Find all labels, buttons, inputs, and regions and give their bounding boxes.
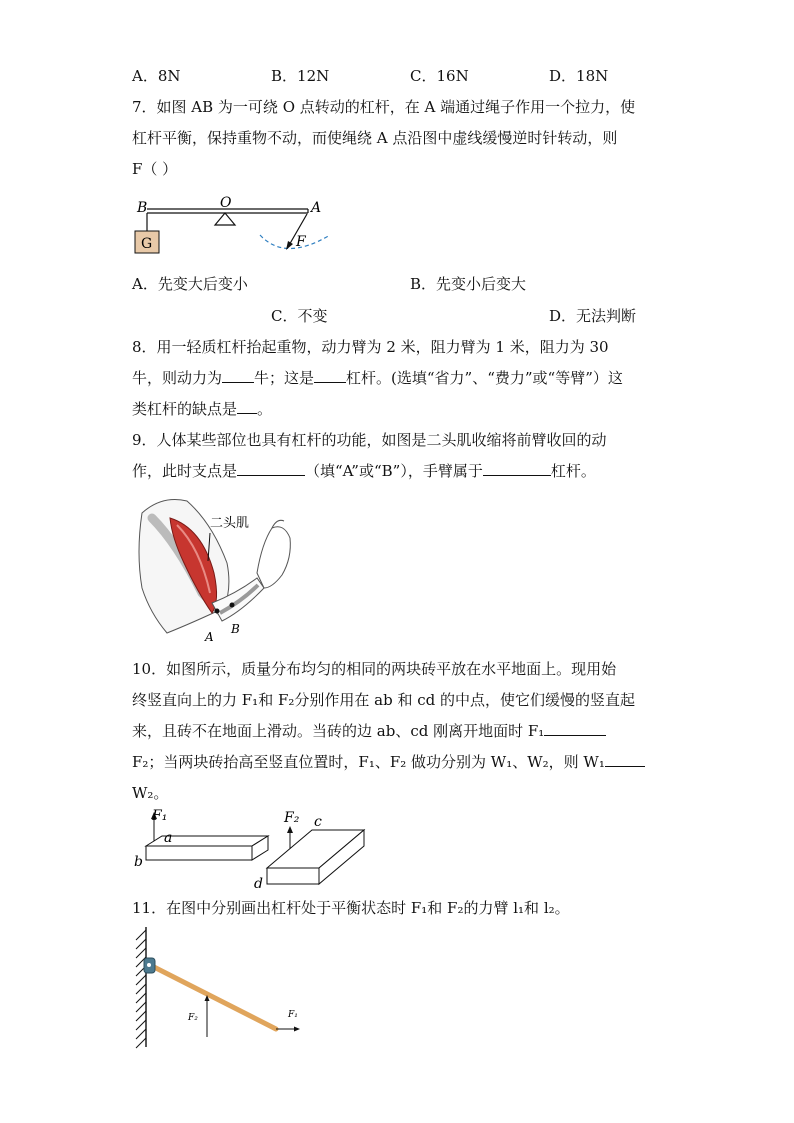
q8-text-line2 [132,368,623,388]
q10-blank-f-compare[interactable] [544,721,606,736]
q8-blank-force[interactable] [222,368,254,383]
q9-text-line1: 9．人体某些部位也具有杠杆的功能，如图是二头肌收缩将前臂收回的动 [132,431,607,449]
label-c: c [314,814,322,830]
q6-option-d: D．18N [549,67,609,85]
q9-line2-part2: （填“A”或“B”），手臂属于 [305,462,483,480]
lever-rod [150,965,276,1029]
q7-option-d: D．无法判断 [549,307,637,325]
q10-line3-text: 来，且砖不在地面上滑动。当砖的边 ab、cd 刚离开地面时 F₁ [132,722,545,740]
q10-text-line1: 10．如图所示，质量分布均匀的相同的两块砖平放在水平地面上。现用始 [132,660,617,678]
label-d: d [254,876,263,892]
rope-path-arc [260,235,330,249]
label-f1: F₁ [152,808,168,824]
label-g: G [141,236,153,252]
label-a: a [164,830,173,846]
q9-arm-figure [132,493,302,643]
label-b: b [134,854,143,870]
q9-line2-part3: 杠杆。 [550,462,596,480]
q8-line2-part1: 牛，则动力为 [132,369,223,387]
q8-text-line1: 8．用一轻质杠杆抬起重物，动力臂为 2 米，阻力臂为 1 米，阻力为 30 [132,338,609,356]
q10-line4-text: F₂；当两块砖抬高至竖直位置时，F₁、F₂ 做功分别为 W₁、W₂，则 W₁ [132,753,605,771]
label-f1: F₁ [288,1010,298,1020]
q7-option-a: A．先变大后变小 [132,275,248,293]
label-a: A [311,200,322,216]
fulcrum-triangle [215,213,235,225]
q9-blank-lever-type[interactable] [483,461,551,476]
q10-text-line2: 终竖直向上的力 F₁和 F₂分别作用在 ab 和 cd 的中点，使它们缓慢的竖直起 [132,691,636,709]
hand-outline [257,527,290,588]
q6-option-b: B．12N [271,67,330,85]
q8-line3-part2: 。 [257,400,273,418]
q10-text-line5: W₂。 [132,784,169,802]
label-a: A [205,630,214,644]
label-f2: F₂ [284,810,300,826]
label-b: B [137,200,148,216]
q8-text-line3 [132,399,272,419]
q11-lever-figure [130,925,310,1050]
q8-line2-part2: 牛；这是 [254,369,315,387]
q7-text-line2: 杠杆平衡，保持重物不动，而使绳绕 A 点沿图中虚线缓慢逆时针转动，则 [132,129,618,147]
q9-line2-part1: 作，此时支点是 [132,462,238,480]
q6-option-a: A．8N [132,67,181,85]
q7-option-c: C．不变 [271,307,328,325]
q8-line2-part3: 杠杆。(选填“省力”、“费力”或“等臂”）这 [346,369,623,387]
q7-text-line1: 7．如图 AB 为一可绕 O 点转动的杠杆，在 A 端通过绳子作用一个拉力，使 [132,98,636,116]
label-f: F [296,234,306,250]
label-b: B [231,622,240,636]
q9-text-line2 [132,461,596,481]
q10-text-line4 [132,752,645,772]
q11-text-line1: 11．在图中分别画出杠杆处于平衡状态时 F₁和 F₂的力臂 l₁和 l₂。 [132,899,570,917]
q10-blank-w-compare[interactable] [605,752,645,767]
q8-blank-lever-type[interactable] [314,368,346,383]
q8-blank-drawback[interactable] [237,399,257,414]
q9-blank-fulcrum[interactable] [237,461,305,476]
q10-bricks-figure [132,808,372,893]
q7-lever-figure [130,190,350,265]
label-o: O [220,195,232,211]
label-f2: F₂ [188,1013,198,1023]
q6-option-c: C．16N [410,67,469,85]
q8-line3-part1: 类杠杆的缺点是 [132,400,238,418]
q7-text-line3: F（ ） [132,160,178,178]
q10-text-line3 [132,721,606,741]
q7-option-b: B．先变小后变大 [410,275,527,293]
biceps-label: 二头肌 [210,516,250,531]
